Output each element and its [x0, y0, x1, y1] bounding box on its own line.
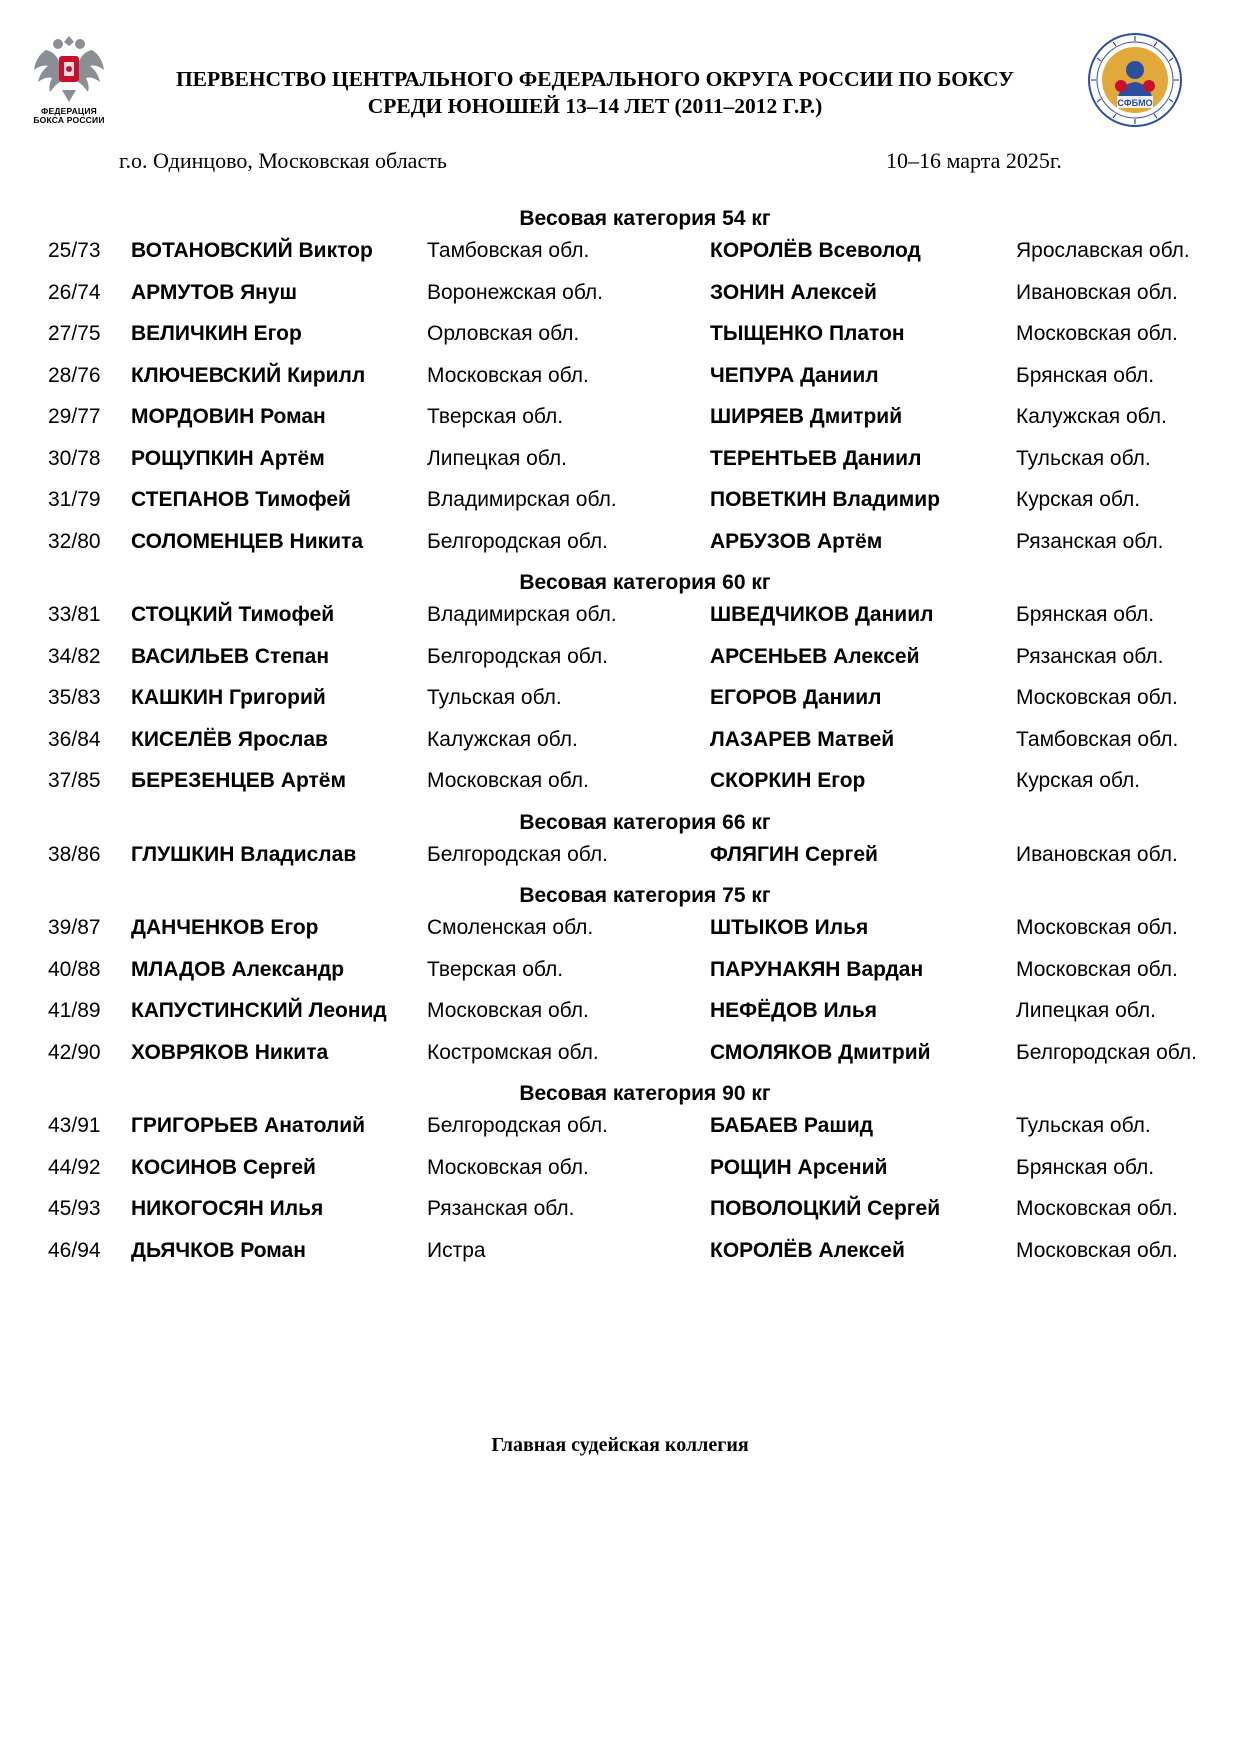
boxer-red-corner: ХОВРЯКОВ Никита	[131, 1040, 329, 1064]
bout-row	[0, 599, 1240, 641]
bout-number: 41/89	[48, 999, 101, 1022]
boxer-red-corner: ДАНЧЕНКОВ Егор	[131, 916, 319, 939]
boxer-blue-corner: ЧЕПУРА Даниил	[710, 363, 879, 387]
weight-category-heading: Весовая категория 75 кг	[519, 884, 771, 907]
boxer-blue-corner: КОРОЛЁВ Алексей	[710, 1238, 905, 1262]
region-red-corner: Воронежская обл.	[427, 280, 604, 304]
region-blue-corner: Московская обл.	[1016, 322, 1178, 345]
region-red-corner: Рязанская обл.	[427, 1197, 575, 1220]
bout-number: 25/73	[48, 239, 101, 262]
region-red-corner: Белгородская обл.	[427, 1114, 608, 1137]
double-eagle-icon	[30, 30, 108, 106]
boxer-red-corner: СТОЦКИЙ Тимофей	[131, 603, 335, 626]
bout-number: 42/90	[48, 1040, 101, 1064]
boxer-red-corner: ВОТАНОВСКИЙ Виктор	[131, 239, 373, 262]
boxer-blue-corner: ПОВЕТКИН Владимир	[710, 488, 941, 511]
seal-abbreviation: СФБМО	[1117, 98, 1153, 108]
bout-row	[0, 912, 1240, 954]
bout-row	[0, 526, 1240, 568]
bout-row	[0, 995, 1240, 1037]
boxer-blue-corner: ШТЫКОВ Илья	[710, 916, 869, 939]
region-blue-corner: Московская обл.	[1016, 1197, 1178, 1220]
boxer-blue-corner: АРБУЗОВ Артём	[710, 529, 883, 553]
region-blue-corner: Московская обл.	[1016, 686, 1178, 709]
weight-category-heading: Весовая категория 66 кг	[519, 810, 771, 834]
bout-row	[0, 484, 1240, 526]
event-location: г.о. Одинцово, Московская область	[119, 148, 447, 173]
boxer-red-corner: КЛЮЧЕВСКИЙ Кирилл	[131, 363, 366, 387]
boxer-red-corner: ГРИГОРЬЕВ Анатолий	[131, 1114, 366, 1137]
boxer-seal-icon	[1087, 32, 1183, 128]
sfbmo-seal-logo	[1087, 32, 1183, 128]
bout-number: 37/85	[48, 769, 101, 792]
boxer-red-corner: МЛАДОВ Александр	[131, 957, 345, 981]
bout-number: 40/88	[48, 957, 101, 981]
bout-number: 27/75	[48, 322, 101, 345]
boxer-blue-corner: ТЫЩЕНКО Платон	[710, 322, 905, 345]
boxer-red-corner: КИСЕЛЁВ Ярослав	[131, 727, 328, 751]
bout-row	[0, 443, 1240, 485]
region-blue-corner: Ярославская обл.	[1016, 239, 1190, 262]
bout-row	[0, 277, 1240, 319]
bout-number: 43/91	[48, 1114, 101, 1137]
region-blue-corner: Калужская обл.	[1016, 405, 1167, 428]
bout-row	[0, 360, 1240, 402]
region-blue-corner: Курская обл.	[1016, 488, 1141, 511]
bout-row	[0, 1037, 1240, 1079]
boxer-blue-corner: ШВЕДЧИКОВ Даниил	[710, 603, 934, 626]
bout-row	[0, 1193, 1240, 1235]
bout-row	[0, 682, 1240, 724]
boxer-red-corner: БЕРЕЗЕНЦЕВ Артём	[131, 769, 347, 792]
region-blue-corner: Тульская обл.	[1016, 446, 1151, 470]
boxer-blue-corner: СКОРКИН Егор	[710, 769, 866, 792]
region-red-corner: Тверская обл.	[427, 405, 564, 428]
chief-judges-signature: Главная судейская коллегия	[491, 1434, 749, 1456]
weight-category-heading: Весовая категория 60 кг	[519, 571, 771, 594]
boxer-red-corner: СТЕПАНОВ Тимофей	[131, 488, 351, 511]
region-red-corner: Владимирская обл.	[427, 603, 617, 626]
boxer-blue-corner: БАБАЕВ Рашид	[710, 1114, 874, 1137]
region-blue-corner: Рязанская обл.	[1016, 529, 1164, 553]
bout-row	[0, 765, 1240, 807]
region-red-corner: Московская обл.	[427, 999, 589, 1022]
boxer-blue-corner: АРСЕНЬЕВ Алексей	[710, 644, 920, 668]
bout-number: 28/76	[48, 363, 101, 387]
bout-number: 44/92	[48, 1155, 101, 1179]
region-red-corner: Белгородская обл.	[427, 842, 608, 866]
bout-row	[0, 1110, 1240, 1152]
region-red-corner: Орловская обл.	[427, 322, 580, 345]
bout-number: 30/78	[48, 446, 101, 470]
bout-number: 34/82	[48, 644, 101, 668]
region-red-corner: Калужская обл.	[427, 727, 578, 751]
bout-row	[0, 839, 1240, 881]
boxer-red-corner: ДЬЯЧКОВ Роман	[131, 1238, 306, 1262]
bout-number: 31/79	[48, 488, 101, 511]
boxer-red-corner: ВЕЛИЧКИН Егор	[131, 322, 302, 345]
boxer-blue-corner: КОРОЛЁВ Всеволод	[710, 239, 921, 262]
region-red-corner: Московская обл.	[427, 769, 589, 792]
region-red-corner: Тульская обл.	[427, 686, 562, 709]
boxing-federation-russia-logo	[30, 30, 108, 130]
boxer-red-corner: НИКОГОСЯН Илья	[131, 1197, 324, 1220]
document-title-line-2: СРЕДИ ЮНОШЕЙ 13–14 ЛЕТ (2011–2012 Г.Р.)	[367, 94, 823, 118]
bout-number: 45/93	[48, 1197, 101, 1220]
region-red-corner: Смоленская обл.	[427, 916, 594, 939]
region-blue-corner: Московская обл.	[1016, 957, 1178, 981]
bout-number: 32/80	[48, 529, 101, 553]
region-red-corner: Костромская обл.	[427, 1040, 599, 1064]
boxer-blue-corner: ЗОНИН Алексей	[710, 280, 877, 304]
region-blue-corner: Липецкая обл.	[1016, 999, 1156, 1022]
bout-row	[0, 1152, 1240, 1194]
region-blue-corner: Ивановская обл.	[1016, 842, 1178, 866]
boxer-red-corner: СОЛОМЕНЦЕВ Никита	[131, 529, 363, 553]
region-blue-corner: Рязанская обл.	[1016, 644, 1164, 668]
region-red-corner: Тверская обл.	[427, 957, 564, 981]
boxer-blue-corner: СМОЛЯКОВ Дмитрий	[710, 1040, 931, 1064]
boxer-red-corner: МОРДОВИН Роман	[131, 405, 326, 428]
region-blue-corner: Тульская обл.	[1016, 1114, 1151, 1137]
boxer-blue-corner: ПАРУНАКЯН Вардан	[710, 957, 924, 981]
weight-category-heading: Весовая категория 54 кг	[519, 207, 771, 230]
region-red-corner: Белгородская обл.	[427, 529, 608, 553]
boxer-red-corner: ГЛУШКИН Владислав	[131, 842, 357, 866]
boxer-blue-corner: ФЛЯГИН Сергей	[710, 842, 878, 866]
bout-row	[0, 954, 1240, 996]
logo-caption: ФЕДЕРАЦИЯ БОКСА РОССИИ	[33, 106, 105, 125]
boxer-red-corner: ВАСИЛЬЕВ Степан	[131, 644, 330, 668]
region-red-corner: Истра	[427, 1238, 486, 1262]
document-title-line-1: ПЕРВЕНСТВО ЦЕНТРАЛЬНОГО ФЕДЕРАЛЬНОГО ОКРУГА РОССИИ ПО БОКСУ	[175, 67, 1015, 91]
bout-number: 35/83	[48, 686, 101, 709]
boxer-red-corner: РОЩУПКИН Артём	[131, 446, 325, 470]
bout-number: 46/94	[48, 1238, 101, 1262]
boxer-red-corner: КАШКИН Григорий	[131, 686, 326, 709]
boxer-blue-corner: ШИРЯЕВ Дмитрий	[710, 405, 903, 428]
region-red-corner: Московская обл.	[427, 1155, 589, 1179]
bout-row	[0, 1235, 1240, 1277]
region-blue-corner: Белгородская обл.	[1016, 1040, 1197, 1064]
region-blue-corner: Тамбовская обл.	[1016, 727, 1179, 751]
region-blue-corner: Ивановская обл.	[1016, 280, 1178, 304]
bout-number: 29/77	[48, 405, 101, 428]
boxer-red-corner: АРМУТОВ Януш	[131, 280, 298, 304]
boxer-blue-corner: ЕГОРОВ Даниил	[710, 686, 882, 709]
bout-row	[0, 235, 1240, 277]
bout-row	[0, 724, 1240, 766]
boxer-blue-corner: ЛАЗАРЕВ Матвей	[710, 727, 895, 751]
weight-category-heading: Весовая категория 90 кг	[519, 1082, 771, 1105]
region-blue-corner: Брянская обл.	[1016, 363, 1155, 387]
region-blue-corner: Брянская обл.	[1016, 603, 1155, 626]
bout-row	[0, 641, 1240, 683]
bout-row	[0, 318, 1240, 360]
region-red-corner: Тамбовская обл.	[427, 239, 590, 262]
boxer-blue-corner: РОЩИН Арсений	[710, 1155, 888, 1179]
region-red-corner: Липецкая обл.	[427, 446, 567, 470]
region-red-corner: Владимирская обл.	[427, 488, 617, 511]
bout-number: 33/81	[48, 603, 101, 626]
bout-row	[0, 401, 1240, 443]
bout-number: 26/74	[48, 280, 101, 304]
boxer-blue-corner: НЕФЁДОВ Илья	[710, 999, 878, 1022]
region-blue-corner: Московская обл.	[1016, 916, 1178, 939]
event-dates: 10–16 марта 2025г.	[886, 148, 1062, 173]
bout-list	[0, 203, 1240, 1276]
boxer-red-corner: КАПУСТИНСКИЙ Леонид	[131, 999, 387, 1022]
bout-number: 36/84	[48, 727, 101, 751]
bout-number: 39/87	[48, 916, 101, 939]
region-red-corner: Белгородская обл.	[427, 644, 608, 668]
boxer-blue-corner: ПОВОЛОЦКИЙ Сергей	[710, 1197, 941, 1220]
region-blue-corner: Московская обл.	[1016, 1238, 1178, 1262]
region-blue-corner: Брянская обл.	[1016, 1155, 1155, 1179]
bout-number: 38/86	[48, 842, 101, 866]
region-red-corner: Московская обл.	[427, 363, 589, 387]
boxer-blue-corner: ТЕРЕНТЬЕВ Даниил	[710, 446, 922, 470]
region-blue-corner: Курская обл.	[1016, 769, 1141, 792]
boxer-red-corner: КОСИНОВ Сергей	[131, 1155, 316, 1179]
